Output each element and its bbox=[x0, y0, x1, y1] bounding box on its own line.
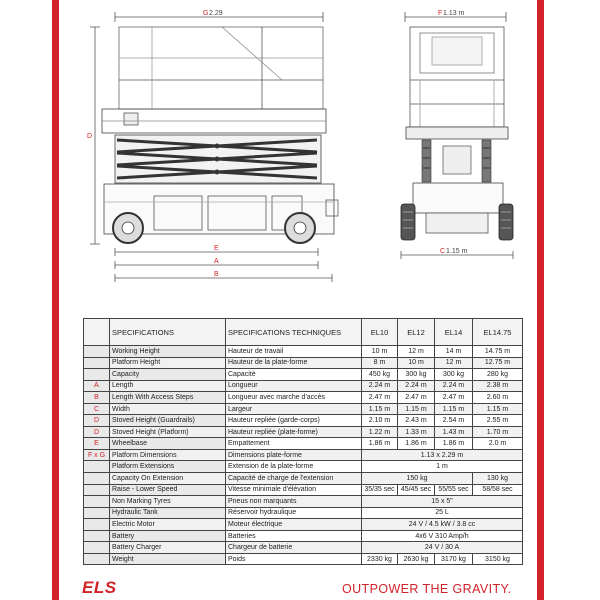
spec-value-cell: 15 x 5" bbox=[362, 496, 523, 508]
spec-value-cell: 45/45 sec bbox=[398, 484, 435, 496]
spec-value-cell: 2.0 m bbox=[473, 438, 523, 450]
spec-name-fr-cell: Hauteur de travail bbox=[226, 346, 362, 358]
scissor-lift-technical-drawing bbox=[62, 0, 532, 290]
dimension-code-cell bbox=[84, 484, 110, 496]
dimension-code-cell: E bbox=[84, 438, 110, 450]
spec-value-cell: 130 kg bbox=[473, 473, 523, 485]
spec-value-cell: 25 L bbox=[362, 507, 523, 519]
header-specifications: SPECIFICATIONS bbox=[110, 319, 226, 346]
spec-value-cell: 14.75 m bbox=[473, 346, 523, 358]
table-row bbox=[84, 461, 523, 473]
spec-name-cell: Capacity On Extension bbox=[110, 473, 226, 485]
header-specifications-fr: SPECIFICATIONS TECHNIQUES bbox=[226, 319, 362, 346]
side-view-drawing bbox=[90, 12, 338, 282]
spec-value-cell: 2630 kg bbox=[398, 553, 435, 565]
left-red-border bbox=[52, 0, 59, 600]
dimension-code-cell bbox=[84, 519, 110, 531]
dim-label-a: A bbox=[214, 258, 219, 265]
table-row bbox=[84, 438, 523, 450]
table-header-row bbox=[84, 319, 523, 346]
header-model-el10: EL10 bbox=[362, 319, 398, 346]
dimension-code-cell bbox=[84, 553, 110, 565]
spec-name-fr-cell: Dimensions plate-forme bbox=[226, 449, 362, 461]
spec-value-cell: 55/55 sec bbox=[435, 484, 473, 496]
spec-value-cell: 2.43 m bbox=[398, 415, 435, 427]
dimension-code-cell bbox=[84, 530, 110, 542]
spec-name-fr-cell: Hauteur repliée (garde-corps) bbox=[226, 415, 362, 427]
dim-label-c: C bbox=[440, 248, 446, 255]
spec-name-fr-cell: Hauteur repliée (plate-forme) bbox=[226, 426, 362, 438]
spec-value-cell: 3150 kg bbox=[473, 553, 523, 565]
spec-name-cell: Length With Access Steps bbox=[110, 392, 226, 404]
spec-value-cell: 2.24 m bbox=[398, 380, 435, 392]
dim-label-f: F bbox=[438, 10, 443, 17]
table-row bbox=[84, 403, 523, 415]
spec-value-cell: 2.47 m bbox=[362, 392, 398, 404]
spec-value-cell: 2.60 m bbox=[473, 392, 523, 404]
right-red-border bbox=[537, 0, 544, 600]
spec-value-cell: 300 kg bbox=[435, 369, 473, 381]
dimension-code-cell bbox=[84, 357, 110, 369]
spec-value-cell: 1.86 m bbox=[362, 438, 398, 450]
spec-name-cell: Hydraulic Tank bbox=[110, 507, 226, 519]
header-model-el14-75: EL14.75 bbox=[473, 319, 523, 346]
spec-value-cell: 12.75 m bbox=[473, 357, 523, 369]
table-row bbox=[84, 473, 523, 485]
spec-value-cell: 12 m bbox=[435, 357, 473, 369]
spec-name-cell: Weight bbox=[110, 553, 226, 565]
table-row bbox=[84, 496, 523, 508]
spec-value-cell: 2.55 m bbox=[473, 415, 523, 427]
spec-value-cell: 1.15 m bbox=[435, 403, 473, 415]
spec-name-cell: Platform Dimensions bbox=[110, 449, 226, 461]
spec-value-cell: 2.54 m bbox=[435, 415, 473, 427]
spec-name-cell: Battery Charger bbox=[110, 542, 226, 554]
spec-name-cell: Platform Extensions bbox=[110, 461, 226, 473]
spec-name-fr-cell: Empattement bbox=[226, 438, 362, 450]
spec-value-cell: 2.24 m bbox=[435, 380, 473, 392]
table-row bbox=[84, 369, 523, 381]
spec-value-cell: 1.70 m bbox=[473, 426, 523, 438]
dimension-code-cell: D bbox=[84, 415, 110, 427]
dim-value-f: 1.13 m bbox=[443, 10, 465, 17]
spec-name-fr-cell: Capacité bbox=[226, 369, 362, 381]
spec-name-fr-cell: Pneus non marquants bbox=[226, 496, 362, 508]
table-row bbox=[84, 484, 523, 496]
spec-name-fr-cell: Chargeur de batterie bbox=[226, 542, 362, 554]
spec-name-fr-cell: Largeur bbox=[226, 403, 362, 415]
spec-value-cell: 1.22 m bbox=[362, 426, 398, 438]
spec-name-fr-cell: Longueur avec marche d'accès bbox=[226, 392, 362, 404]
dimension-code-cell: D bbox=[84, 426, 110, 438]
spec-value-cell: 10 m bbox=[398, 357, 435, 369]
dim-label-g: G bbox=[203, 10, 209, 17]
spec-value-cell: 1.15 m bbox=[398, 403, 435, 415]
spec-value-cell: 1 m bbox=[362, 461, 523, 473]
spec-value-cell: 8 m bbox=[362, 357, 398, 369]
spec-name-cell: Wheelbase bbox=[110, 438, 226, 450]
spec-value-cell: 24 V / 4.5 kW / 3.8 cc bbox=[362, 519, 523, 531]
spec-value-cell: 1.15 m bbox=[473, 403, 523, 415]
spec-value-cell: 1.13 x 2.29 m bbox=[362, 449, 523, 461]
spec-value-cell: 3170 kg bbox=[435, 553, 473, 565]
table-row bbox=[84, 380, 523, 392]
dim-value-g: 2.29 bbox=[209, 10, 223, 17]
spec-value-cell: 2.47 m bbox=[435, 392, 473, 404]
table-row bbox=[84, 415, 523, 427]
spec-value-cell: 35/35 sec bbox=[362, 484, 398, 496]
dimension-code-cell bbox=[84, 461, 110, 473]
spec-value-cell: 1.43 m bbox=[435, 426, 473, 438]
spec-value-cell: 300 kg bbox=[398, 369, 435, 381]
spec-value-cell: 450 kg bbox=[362, 369, 398, 381]
dim-label-d: D bbox=[87, 133, 93, 140]
specifications-table bbox=[83, 318, 523, 565]
dimension-code-cell bbox=[84, 346, 110, 358]
spec-value-cell: 2.10 m bbox=[362, 415, 398, 427]
spec-name-cell: Stoved Height (Platform) bbox=[110, 426, 226, 438]
spec-name-cell: Raise - Lower Speed bbox=[110, 484, 226, 496]
spec-name-fr-cell: Vitesse minimale d'élévation bbox=[226, 484, 362, 496]
spec-value-cell: 14 m bbox=[435, 346, 473, 358]
spec-value-cell: 1.86 m bbox=[435, 438, 473, 450]
spec-name-fr-cell: Hauteur de la plate-forme bbox=[226, 357, 362, 369]
table-row bbox=[84, 507, 523, 519]
spec-name-cell: Non Marking Tyres bbox=[110, 496, 226, 508]
spec-name-fr-cell: Réservoir hydraulique bbox=[226, 507, 362, 519]
spec-name-cell: Electric Motor bbox=[110, 519, 226, 531]
dim-label-e: E bbox=[214, 245, 219, 252]
dimension-code-cell bbox=[84, 369, 110, 381]
spec-name-fr-cell: Batteries bbox=[226, 530, 362, 542]
spec-name-fr-cell: Capacité de charge de l'extension bbox=[226, 473, 362, 485]
spec-value-cell: 24 V / 30 A bbox=[362, 542, 523, 554]
table-row bbox=[84, 449, 523, 461]
els-logo: ELS bbox=[82, 578, 117, 597]
table-row bbox=[84, 357, 523, 369]
spec-name-fr-cell: Extension de la plate-forme bbox=[226, 461, 362, 473]
end-view-drawing bbox=[401, 12, 513, 259]
spec-name-cell: Width bbox=[110, 403, 226, 415]
header-model-el14: EL14 bbox=[435, 319, 473, 346]
spec-value-cell: 1.33 m bbox=[398, 426, 435, 438]
table-row bbox=[84, 519, 523, 531]
spec-value-cell: 58/58 sec bbox=[473, 484, 523, 496]
dim-label-b: B bbox=[214, 271, 219, 278]
table-row bbox=[84, 553, 523, 565]
spec-name-cell: Platform Height bbox=[110, 357, 226, 369]
dimension-code-cell: B bbox=[84, 392, 110, 404]
spec-value-cell: 4x6 V 310 Amp/h bbox=[362, 530, 523, 542]
dimension-code-cell bbox=[84, 542, 110, 554]
spec-value-cell: 2.24 m bbox=[362, 380, 398, 392]
tagline: OUTPOWER THE GRAVITY. bbox=[342, 582, 512, 596]
spec-value-cell: 1.15 m bbox=[362, 403, 398, 415]
spec-value-cell: 2330 kg bbox=[362, 553, 398, 565]
dim-value-c: 1.15 m bbox=[446, 248, 468, 255]
table-row bbox=[84, 542, 523, 554]
table-row bbox=[84, 346, 523, 358]
spec-name-cell: Battery bbox=[110, 530, 226, 542]
spec-value-cell: 280 kg bbox=[473, 369, 523, 381]
header-model-el12: EL12 bbox=[398, 319, 435, 346]
spec-value-cell: 2.38 m bbox=[473, 380, 523, 392]
table-row bbox=[84, 426, 523, 438]
spec-name-fr-cell: Poids bbox=[226, 553, 362, 565]
spec-name-cell: Capacity bbox=[110, 369, 226, 381]
table-row bbox=[84, 530, 523, 542]
spec-value-cell: 10 m bbox=[362, 346, 398, 358]
dimension-code-cell bbox=[84, 507, 110, 519]
spec-value-cell: 1.86 m bbox=[398, 438, 435, 450]
table-row bbox=[84, 392, 523, 404]
spec-value-cell: 12 m bbox=[398, 346, 435, 358]
dimension-code-cell bbox=[84, 496, 110, 508]
dimension-code-cell: A bbox=[84, 380, 110, 392]
spec-name-cell: Stoved Height (Guardrails) bbox=[110, 415, 226, 427]
dimension-code-cell: C bbox=[84, 403, 110, 415]
spec-name-cell: Length bbox=[110, 380, 226, 392]
spec-name-fr-cell: Moteur électrique bbox=[226, 519, 362, 531]
spec-name-cell: Working Height bbox=[110, 346, 226, 358]
spec-value-cell: 150 kg bbox=[362, 473, 473, 485]
header-code-cell bbox=[84, 319, 110, 346]
dimension-code-cell bbox=[84, 473, 110, 485]
spec-value-cell: 2.47 m bbox=[398, 392, 435, 404]
dimension-code-cell: F x G bbox=[84, 449, 110, 461]
spec-name-fr-cell: Longueur bbox=[226, 380, 362, 392]
